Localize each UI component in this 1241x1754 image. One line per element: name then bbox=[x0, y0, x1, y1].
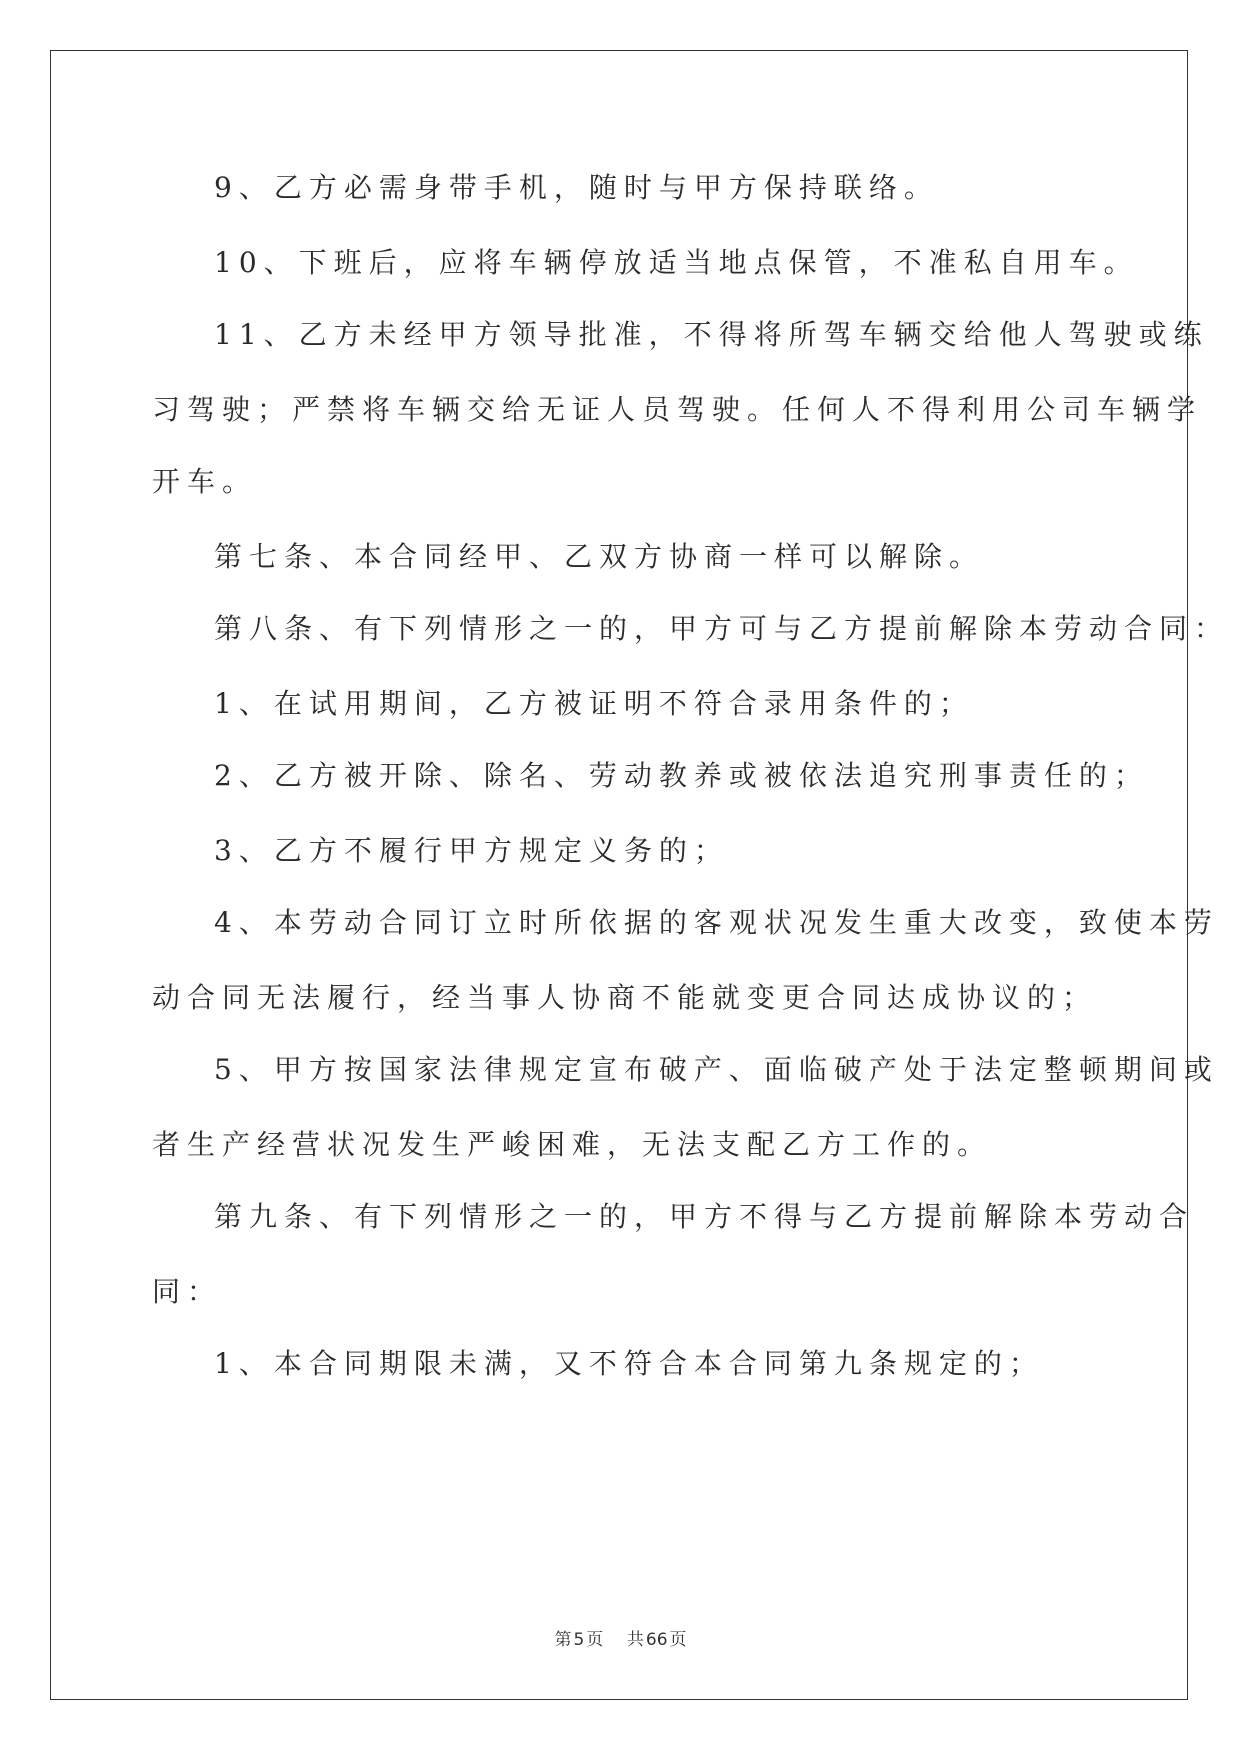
page-prefix: 第 bbox=[554, 1630, 572, 1650]
paragraph-line: 3、乙方不履行甲方规定义务的； bbox=[214, 834, 729, 867]
page-total: 66 bbox=[645, 1630, 668, 1650]
paragraph-line: 同： bbox=[152, 1275, 223, 1308]
page-footer bbox=[0, 1628, 1241, 1652]
paragraph-line: 第七条、本合同经甲、乙双方协商一样可以解除。 bbox=[214, 540, 985, 573]
total-prefix: 共 bbox=[626, 1630, 644, 1650]
paragraph-line: 第八条、有下列情形之一的，甲方可与乙方提前解除本劳动合同： bbox=[214, 612, 1230, 645]
total-suffix: 页 bbox=[669, 1630, 687, 1650]
paragraph-line: 2、乙方被开除、除名、劳动教养或被依法追究刑事责任的； bbox=[214, 759, 1149, 792]
page-border bbox=[50, 50, 1188, 1700]
page-number: 5 bbox=[573, 1630, 585, 1650]
paragraph-line: 1、本合同期限未满，又不符合本合同第九条规定的； bbox=[214, 1347, 1044, 1380]
paragraph-line: 5、甲方按国家法律规定宣布破产、面临破产处于法定整顿期间或 bbox=[214, 1053, 1219, 1086]
paragraph-line: 开车。 bbox=[152, 465, 258, 498]
paragraph-line: 9、乙方必需身带手机，随时与甲方保持联络。 bbox=[214, 171, 939, 204]
paragraph-line: 第九条、有下列情形之一的，甲方不得与乙方提前解除本劳动合 bbox=[214, 1200, 1195, 1233]
page-suffix: 页 bbox=[586, 1630, 604, 1650]
paragraph-line: 习驾驶；严禁将车辆交给无证人员驾驶。任何人不得利用公司车辆学 bbox=[152, 393, 1203, 426]
paragraph-line: 10、下班后，应将车辆停放适当地点保管，不准私自用车。 bbox=[214, 246, 1139, 279]
paragraph-line: 者生产经营状况发生严峻困难，无法支配乙方工作的。 bbox=[152, 1128, 993, 1161]
paragraph-line: 1、在试用期间，乙方被证明不符合录用条件的； bbox=[214, 687, 974, 720]
paragraph-line: 11、乙方未经甲方领导批准，不得将所驾车辆交给他人驾驶或练 bbox=[214, 318, 1209, 351]
paragraph-line: 动合同无法履行，经当事人协商不能就变更合同达成协议的； bbox=[152, 981, 1098, 1014]
paragraph-line: 4、本劳动合同订立时所依据的客观状况发生重大改变，致使本劳 bbox=[214, 906, 1219, 939]
